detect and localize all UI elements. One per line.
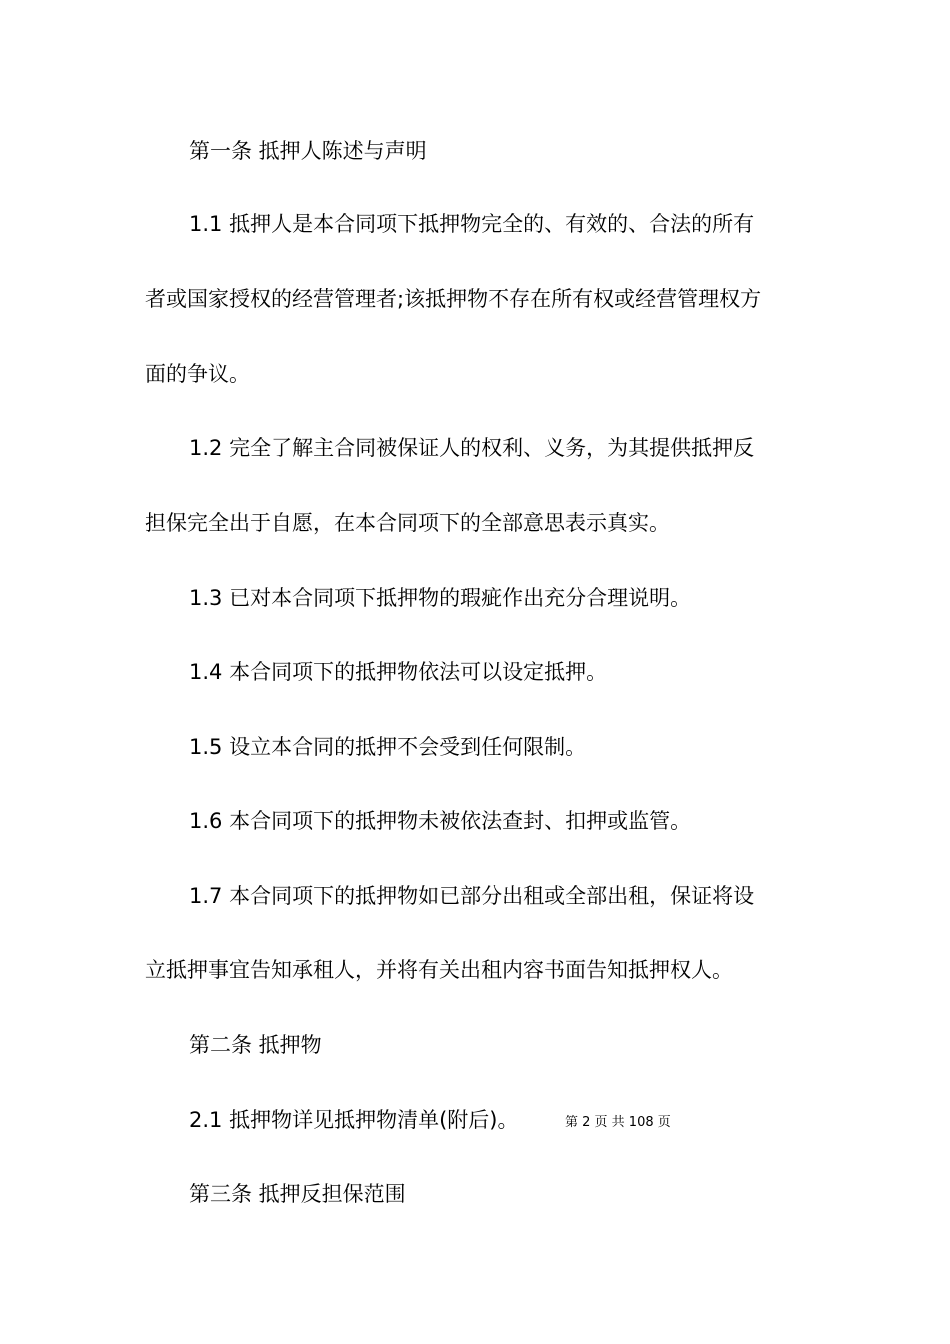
clause-1-1-line-3: 面的争议。 — [145, 362, 250, 386]
clause-1-6: 1.6 本合同项下的抵押物未被依法查封、扣押或监管。 — [189, 809, 692, 833]
clause-1-7-line-2: 立抵押事宜告知承租人，并将有关出租内容书面告知抵押权人。 — [145, 958, 733, 982]
clause-1-1-line-1: 1.1 抵押人是本合同项下抵押物完全的、有效的、合法的所有 — [189, 212, 755, 236]
clause-1-7-line-1: 1.7 本合同项下的抵押物如已部分出租或全部出租，保证将设 — [189, 884, 755, 908]
page-number: 第 2 页 共 108 页 — [565, 1115, 671, 1130]
clause-2-1: 2.1 抵押物详见抵押物清单(附后)。 — [189, 1108, 519, 1132]
clause-1-2-line-2: 担保完全出于自愿，在本合同项下的全部意思表示真实。 — [145, 511, 670, 535]
article-1-heading: 第一条 抵押人陈述与声明 — [189, 139, 427, 163]
article-2-heading: 第二条 抵押物 — [189, 1033, 322, 1057]
clause-1-2-line-1: 1.2 完全了解主合同被保证人的权利、义务，为其提供抵押反 — [189, 436, 755, 460]
clause-1-1-line-2: 者或国家授权的经营管理者;该抵押物不存在所有权或经营管理权方 — [145, 287, 762, 311]
clause-1-5: 1.5 设立本合同的抵押不会受到任何限制。 — [189, 735, 587, 759]
article-3-heading: 第三条 抵押反担保范围 — [189, 1182, 406, 1206]
clause-1-4: 1.4 本合同项下的抵押物依法可以设定抵押。 — [189, 660, 608, 684]
clause-1-3: 1.3 已对本合同项下抵押物的瑕疵作出充分合理说明。 — [189, 586, 692, 610]
